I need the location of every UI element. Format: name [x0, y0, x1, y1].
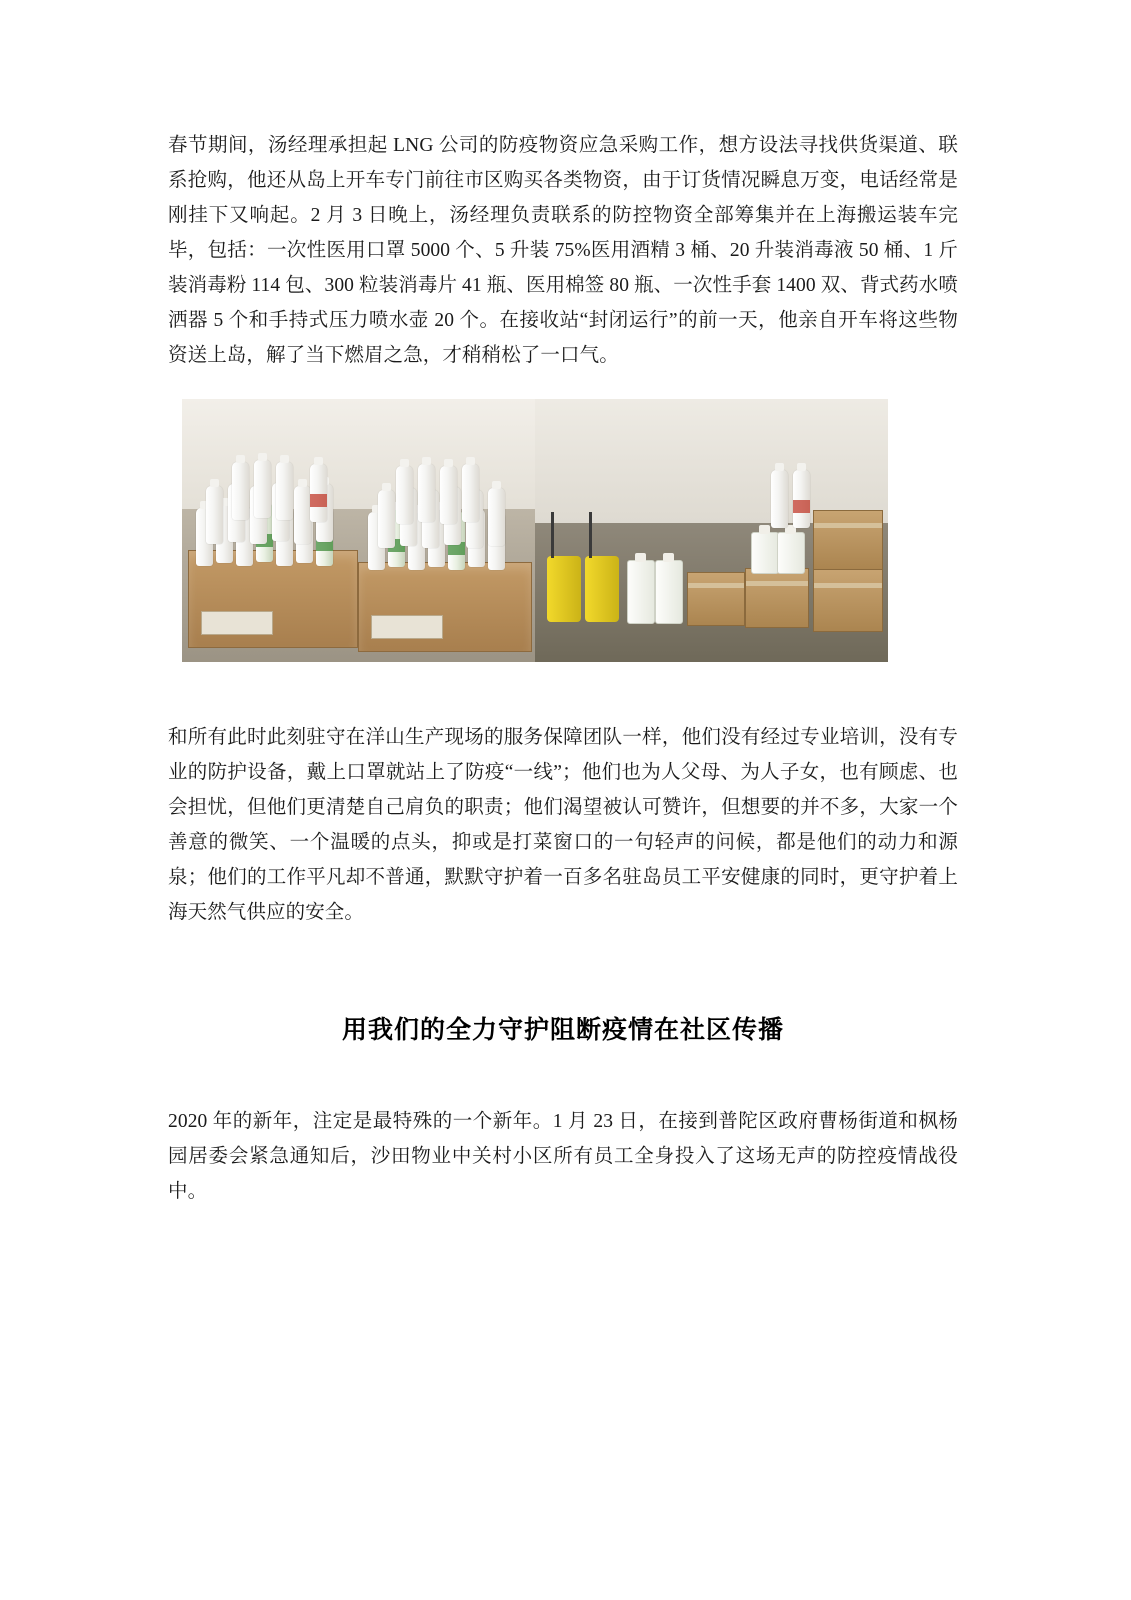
bottle [254, 460, 271, 518]
bottle [771, 470, 788, 528]
bottle [440, 466, 457, 524]
spacer [168, 662, 958, 720]
backpack-sprayer [547, 556, 581, 622]
cardboard-box-left [188, 550, 358, 648]
cardboard-box [813, 510, 883, 570]
photo-sprayers-supplies [535, 399, 888, 662]
spacer [168, 930, 958, 988]
photo-wall-background [535, 399, 888, 523]
document-content [168, 128, 958, 1209]
box-tape [688, 583, 744, 588]
bottle [294, 486, 311, 544]
box-label [201, 611, 273, 635]
bottle [396, 466, 413, 524]
paragraph-1: 春节期间，汤经理承担起 LNG 公司的防疫物资应急采购工作，想方设法寻找供货渠道、联系抢购，他还从岛上开车专门前往市区购买各类物资，由于订货情况瞬息万变，电话经常是刚挂下又响起。2 月 3 日晚上，汤经理负责联系的防控物资全部筹集并在上海搬运装车完毕，包括：一次性医用口罩 5000 个、5 升装 75%医用酒精 3 桶、20 升装消毒液 50 桶、1 斤装消毒粉 114 包、300 粒装消毒片 41 瓶、医用棉签 80 瓶、一次性手套 1400 双、背式药水喷洒器 5 个和手持式压力喷水壶 20 个。在接收站“封闭运行”的前一天，他亲自开车将这些物资送上岛，解了当下燃眉之急，才稍稍松了一口气。 [168, 135, 958, 366]
bottle [206, 486, 223, 544]
box-tape [814, 583, 882, 588]
bottle [462, 464, 479, 522]
figure-photo-strip [182, 399, 888, 662]
disinfectant-jug [751, 532, 779, 574]
box-label [371, 615, 443, 639]
bottle [488, 488, 505, 546]
backpack-sprayer [585, 556, 619, 622]
box-tape [746, 581, 808, 586]
disinfectant-jug [627, 560, 655, 624]
disinfectant-jug [777, 532, 805, 574]
spacer [168, 988, 958, 1010]
bottle [378, 490, 395, 548]
disinfectant-jug [655, 560, 683, 624]
cardboard-box [745, 568, 809, 628]
paragraph-2: 和所有此时此刻驻守在洋山生产现场的服务保障团队一样，他们没有经过专业培训，没有专业的防护设备，戴上口罩就站上了防疫“一线”；他们也为人父母、为人子女，也有顾虑、也会担忧，但他们更清楚自己肩负的职责；他们渴望被认可赞许，但想要的并不多，大家一个善意的微笑、一个温暖的点头，抑或是打菜窗口的一句轻声的问候，都是他们的动力和源泉；他们的工作平凡却不普通，默默守护着一百多名驻岛员工平安健康的同时，更守护着上海天然气供应的安全。 [168, 727, 958, 923]
paragraph-3: 2020 年的新年，注定是最特殊的一个新年。1 月 23 日，在接到普陀区政府曹杨街道和枫杨园居委会紧急通知后，沙田物业中关村小区所有员工全身投入了这场无声的防控疫情战役中。 [168, 1111, 958, 1202]
photo-supplies-boxes [182, 399, 535, 662]
section-heading: 用我们的全力守护阻断疫情在社区传播 [341, 1017, 784, 1044]
cardboard-box [687, 572, 745, 626]
cardboard-box [813, 568, 883, 632]
cardboard-box-right [358, 562, 532, 652]
bottle [232, 462, 249, 520]
spacer [168, 1046, 958, 1104]
bottle [276, 462, 293, 520]
bottle [793, 470, 810, 528]
bottle [418, 464, 435, 522]
bottle [310, 464, 327, 522]
box-tape [814, 523, 882, 528]
